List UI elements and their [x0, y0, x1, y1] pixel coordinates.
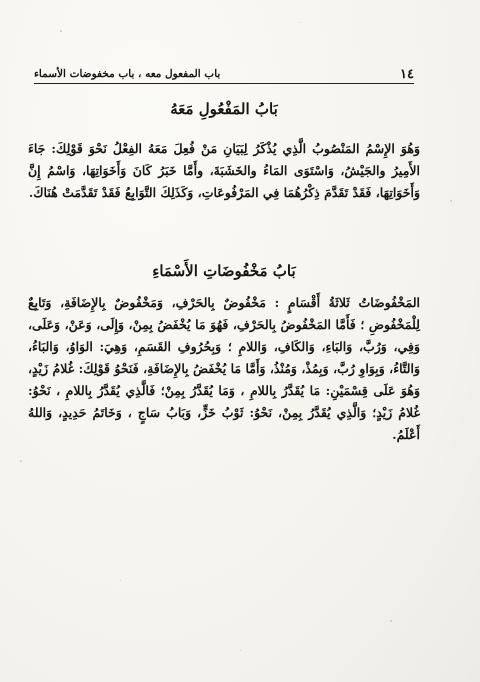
section-title-makhfoodat: بَابُ مَخْفُوضَاتِ الأَسْمَاءِ: [152, 262, 296, 280]
running-header: [34, 66, 414, 82]
scan-speck: [120, 580, 121, 581]
scan-speck: [300, 22, 301, 23]
page-number: ١٤: [400, 66, 414, 82]
scan-speck: [240, 650, 241, 651]
scan-speck: [390, 620, 392, 622]
paragraph-mafool-maahu: وَهُوَ الإِسْمُ المَنْصُوبُ الَّذِي يُذْكَرُ لِبَيَانِ مَنْ فُعِلَ مَعَهُ الفِعْلُ نَحْوَ قَوْلِكَ: جَاءَ الأَمِيرُ والجَيْشُ، وَاسْتَوَى المَاءُ والخَشَبَةَ، وأَمَّا خَبَرُ كَانَ وَأَخَوَاتِهَا، وَاسْمُ إِنَّ وَأَخَوَاتِهَا، فَقَدْ تَقَدَّمَ ذِكْرُهُمَا فِي المَرْفُوعَاتِ، وَكَذَلِكَ التَّوَابِعُ فَقَدْ تَقَدَّمَتْ هُنَاكَ.: [28, 141, 420, 200]
section-title-mafool-maahu: بَابُ المَفْعُولِ مَعَهُ: [170, 100, 278, 118]
paragraph-makhfoodat: المَخْفُوضَاتُ ثَلاثَةُ أَقْسَامٍ : مَخْفُوضٌ بِالحَرْفِ، وَمَخْفُوضٌ بِالإِضَافَةِ، وَتَابِعٌ لِلْمَخْفُوضِ ؛ فَأَمَّا المَخْفُوضُ بِالحَرْفِ، فَهُوَ مَا يُخْفَضُ بِمِنْ، وَإِلَى، وَعَنْ، وَعَلَى، وَفِي، وَرُبَّ، وَالبَاءِ، وَالكَافِ، وَاللامِ ؛ وَبِحُرُوفِ القَسَمِ، وَهِيَ: الوَاوُ، وَالبَاءُ، وَالتَّاءُ، وَبِوَاوِ رُبَّ، وَبِمُذْ، وَمُنْذُ، وَأَمَّا مَا يُخْفَضُ بِالإِضَافَةِ، فَنَحْوُ قَوْلِكَ: غُلامُ زَيْدٍ، وَهُوَ عَلَى قِسْمَيْنِ: مَا يُقَدَّرُ بِاللامِ ، وَمَا يُقَدَّرُ بِمِنْ؛ فَالَّذِي يُقَدَّرُ بِاللامِ ، نَحْوُ: غُلامُ زَيْدٍ؛ وَالَّذِي يُقَدَّرُ بِمِنْ، نَحْوُ: ثَوْبُ خَزٍّ، وَبَابُ سَاجٍ ، وَخَاتَمُ حَدِيدٍ، وَاللهُ أَعْلَمُ.: [28, 295, 420, 442]
scan-speck: [20, 460, 22, 462]
scan-speck: [450, 200, 452, 202]
header-rule: [34, 83, 414, 84]
scan-speck: [60, 30, 62, 32]
running-head-title: باب المفعول معه ، باب مخفوضات الأسماء: [34, 68, 221, 80]
